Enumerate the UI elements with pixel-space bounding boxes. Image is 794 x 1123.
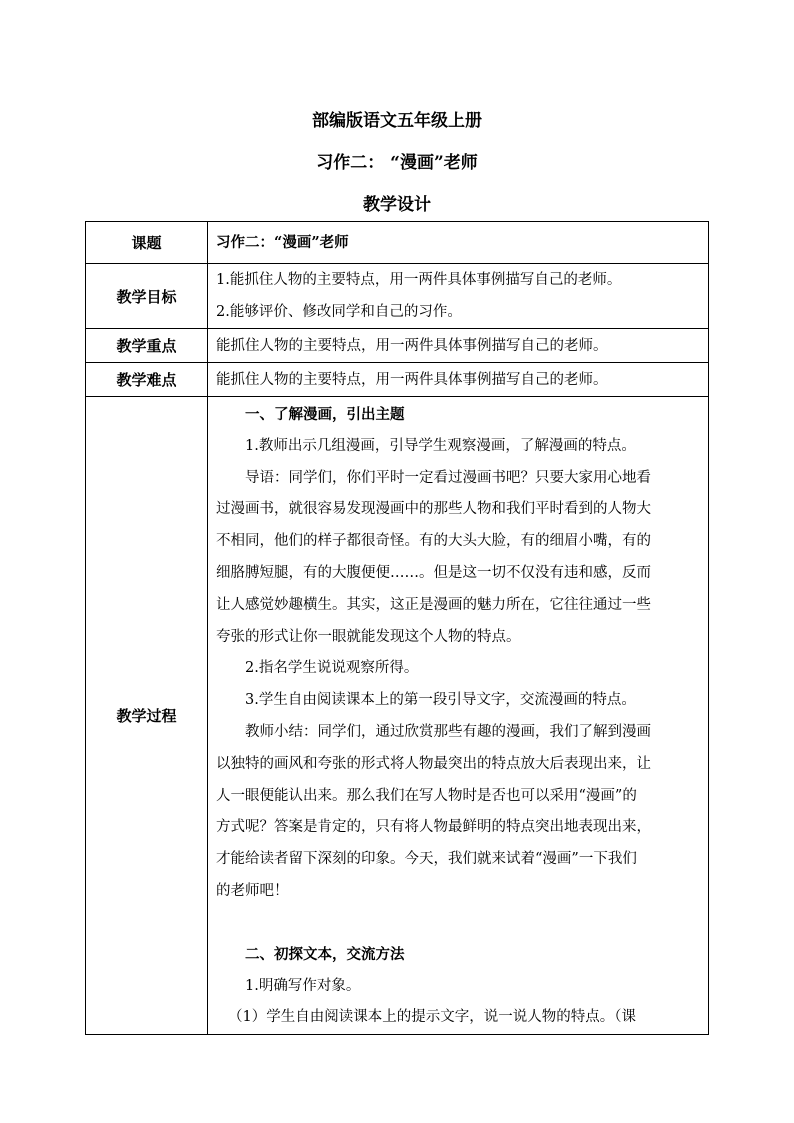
section2-title: 二、初探文本，交流方法: [245, 945, 405, 963]
goal-item: 2.能够评价、修改同学和自己的习作。: [216, 304, 462, 320]
key-label: 教学重点: [86, 329, 208, 363]
difficult-label: 教学难点: [86, 363, 208, 397]
spacer: [216, 908, 702, 939]
goals-label: 教学目标: [86, 264, 208, 329]
row-key-point: [86, 329, 709, 363]
process-step: 1.教师出示几组漫画，引导学生观察漫画，了解漫画的特点。: [245, 437, 636, 454]
process-line: 方式呢？答案是肯定的，只有将人物最鲜明的特点突出地表现出来，: [216, 819, 651, 836]
key-value: 能抓住人物的主要特点，用一两件具体事例描写自己的老师。: [216, 337, 608, 354]
process-line: 人一眼便能认出来。那么我们在写人物时是否也可以采用“漫画”的: [216, 787, 637, 804]
goal-item: 1.能抓住人物的主要特点，用一两件具体事例描写自己的老师。: [216, 272, 622, 288]
row-goals: [86, 264, 709, 329]
process-line: 才能给读者留下深刻的印象。今天，我们就来试着“漫画”一下我们: [216, 851, 637, 868]
process-line: 夸张的形式让你一眼就能发现这个人物的特点。: [216, 628, 521, 645]
process-line: 过漫画书，就很容易发现漫画中的那些人物和我们平时看到的人物大: [216, 501, 651, 518]
process-step: 3.学生自由阅读课本上的第一段引导文字，交流漫画的特点。: [245, 692, 636, 709]
doc-title-grade: 部编版语文五年级上册: [312, 111, 482, 131]
process-line: 以独特的画风和夸张的形式将人物最突出的特点放大后表现出来，让: [216, 755, 651, 772]
topic-value: 习作二：“漫画”老师: [216, 233, 349, 251]
process-line: 细胳膊短腿，有的大腹便便……。但是这一切不仅没有违和感，反而: [216, 564, 651, 581]
process-line: 的老师吧！: [216, 882, 289, 899]
process-line: 不相同，他们的样子都很奇怪。有的大头大脸，有的细眉小嘴，有的: [216, 533, 651, 550]
topic-label: 课题: [86, 222, 208, 264]
process-step: （1）学生自由阅读课本上的提示文字，说一说人物的特点。（课: [228, 1009, 636, 1026]
process-step: 2.指名学生说说观察所得。: [245, 660, 419, 677]
difficult-value: 能抓住人物的主要特点，用一两件具体事例描写自己的老师。: [216, 371, 608, 388]
doc-title-lesson: 习作二： “漫画”老师: [316, 153, 478, 173]
process-label: 教学过程: [86, 397, 208, 1035]
section1-title: 一、了解漫画，引出主题: [245, 406, 405, 423]
process-line: 教师小结：同学们，通过欣赏那些有趣的漫画，我们了解到漫画: [245, 723, 651, 740]
process-line: 让人感觉妙趣横生。其实，这正是漫画的魅力所在，它往往通过一些: [216, 596, 651, 613]
row-process: [86, 397, 709, 1035]
row-topic: [86, 222, 709, 264]
doc-title-design: 教学设计: [363, 195, 431, 215]
row-difficult-point: [86, 363, 709, 397]
lesson-plan-table: [85, 221, 709, 1035]
process-step: 1.明确写作对象。: [245, 977, 361, 994]
process-line: 导语：同学们，你们平时一定看过漫画书吧？只要大家用心地看: [245, 469, 651, 486]
